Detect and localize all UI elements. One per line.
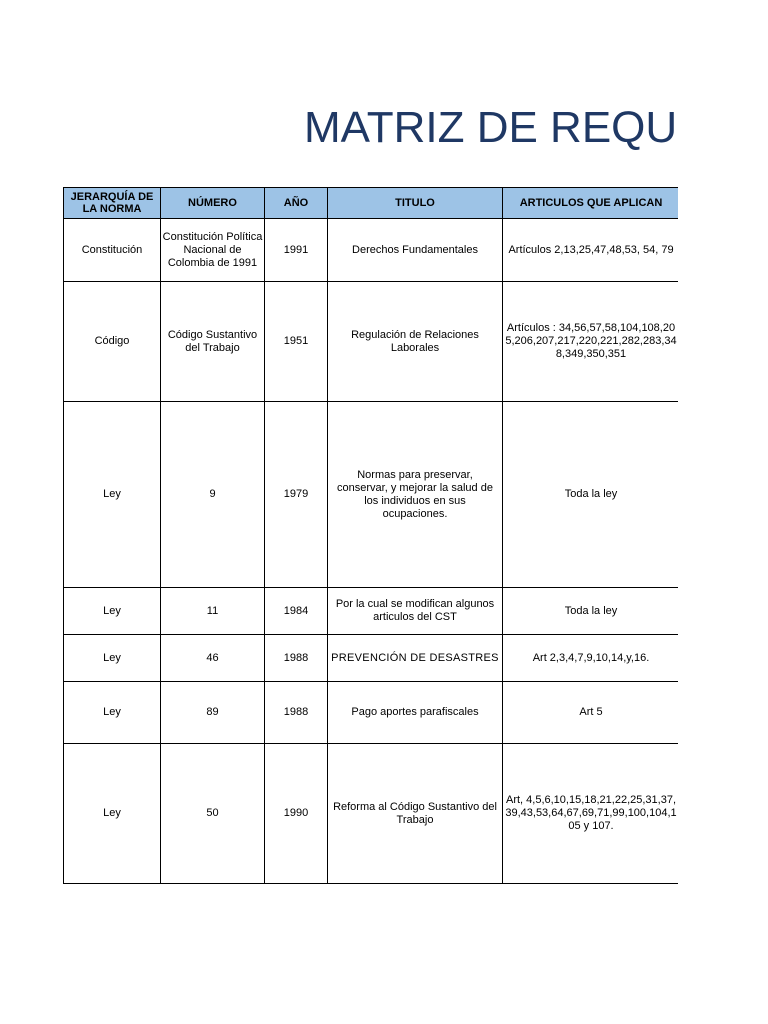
cell-titulo: Pago aportes parafiscales: [328, 682, 503, 744]
cell-jerarquia: Ley: [64, 682, 161, 744]
table-row: [64, 744, 679, 884]
requirements-table: [63, 187, 678, 884]
header-jerarquia: JERARQUÍA DE LA NORMA: [64, 188, 161, 219]
table-row: [64, 635, 679, 682]
table-header: [64, 188, 679, 219]
cell-titulo: Reforma al Código Sustantivo del Trabajo: [328, 744, 503, 884]
cell-jerarquia: Ley: [64, 744, 161, 884]
cell-articulos: Art, 4,5,6,10,15,18,21,22,25,31,37,39,43,53,64,67,69,71,99,100,104,105 y 107.: [503, 744, 679, 884]
cell-articulos: Artículos : 34,56,57,58,104,108,205,206,207,217,220,221,282,283,348,349,350,351: [503, 282, 679, 402]
cell-numero: Constitución Política Nacional de Colombia de 1991: [161, 219, 265, 282]
cell-anio: 1990: [265, 744, 328, 884]
cell-titulo: Normas para preservar, conservar, y mejorar la salud de los individuos en sus ocupaciones.: [328, 402, 503, 588]
cell-jerarquia: Constitución: [64, 219, 161, 282]
cell-numero: 11: [161, 588, 265, 635]
cell-jerarquia: Ley: [64, 588, 161, 635]
cell-anio: 1991: [265, 219, 328, 282]
cell-numero: 46: [161, 635, 265, 682]
table-row: [64, 282, 679, 402]
cell-anio: 1988: [265, 635, 328, 682]
header-numero: NÚMERO: [161, 188, 265, 219]
cell-titulo: Regulación de Relaciones Laborales: [328, 282, 503, 402]
cell-anio: 1979: [265, 402, 328, 588]
cell-anio: 1951: [265, 282, 328, 402]
header-row: [64, 188, 679, 219]
table-row: [64, 682, 679, 744]
document-title: MATRIZ DE REQU: [304, 103, 678, 152]
table-row: [64, 219, 679, 282]
cell-numero: 9: [161, 402, 265, 588]
table-body: [64, 219, 679, 884]
cell-articulos: Art 5: [503, 682, 679, 744]
cell-articulos: Toda la ley: [503, 588, 679, 635]
cell-articulos: Art 2,3,4,7,9,10,14,y,16.: [503, 635, 679, 682]
cell-titulo: Derechos Fundamentales: [328, 219, 503, 282]
cell-numero: 89: [161, 682, 265, 744]
cell-jerarquia: Ley: [64, 635, 161, 682]
cell-articulos: Toda la ley: [503, 402, 679, 588]
cell-anio: 1988: [265, 682, 328, 744]
header-titulo: TITULO: [328, 188, 503, 219]
title-area: [300, 100, 678, 160]
cell-titulo: Por la cual se modifican algunos articulos del CST: [328, 588, 503, 635]
header-anio: AÑO: [265, 188, 328, 219]
cell-articulos: Artículos 2,13,25,47,48,53, 54, 79: [503, 219, 679, 282]
cell-numero: Código Sustantivo del Trabajo: [161, 282, 265, 402]
cell-numero: 50: [161, 744, 265, 884]
table-row: [64, 402, 679, 588]
requirements-matrix: [63, 187, 678, 884]
cell-jerarquia: Código: [64, 282, 161, 402]
cell-anio: 1984: [265, 588, 328, 635]
cell-jerarquia: Ley: [64, 402, 161, 588]
table-row: [64, 588, 679, 635]
header-articulos: ARTICULOS QUE APLICAN: [503, 188, 679, 219]
cell-titulo: PREVENCIÓN DE DESASTRES: [328, 635, 503, 682]
